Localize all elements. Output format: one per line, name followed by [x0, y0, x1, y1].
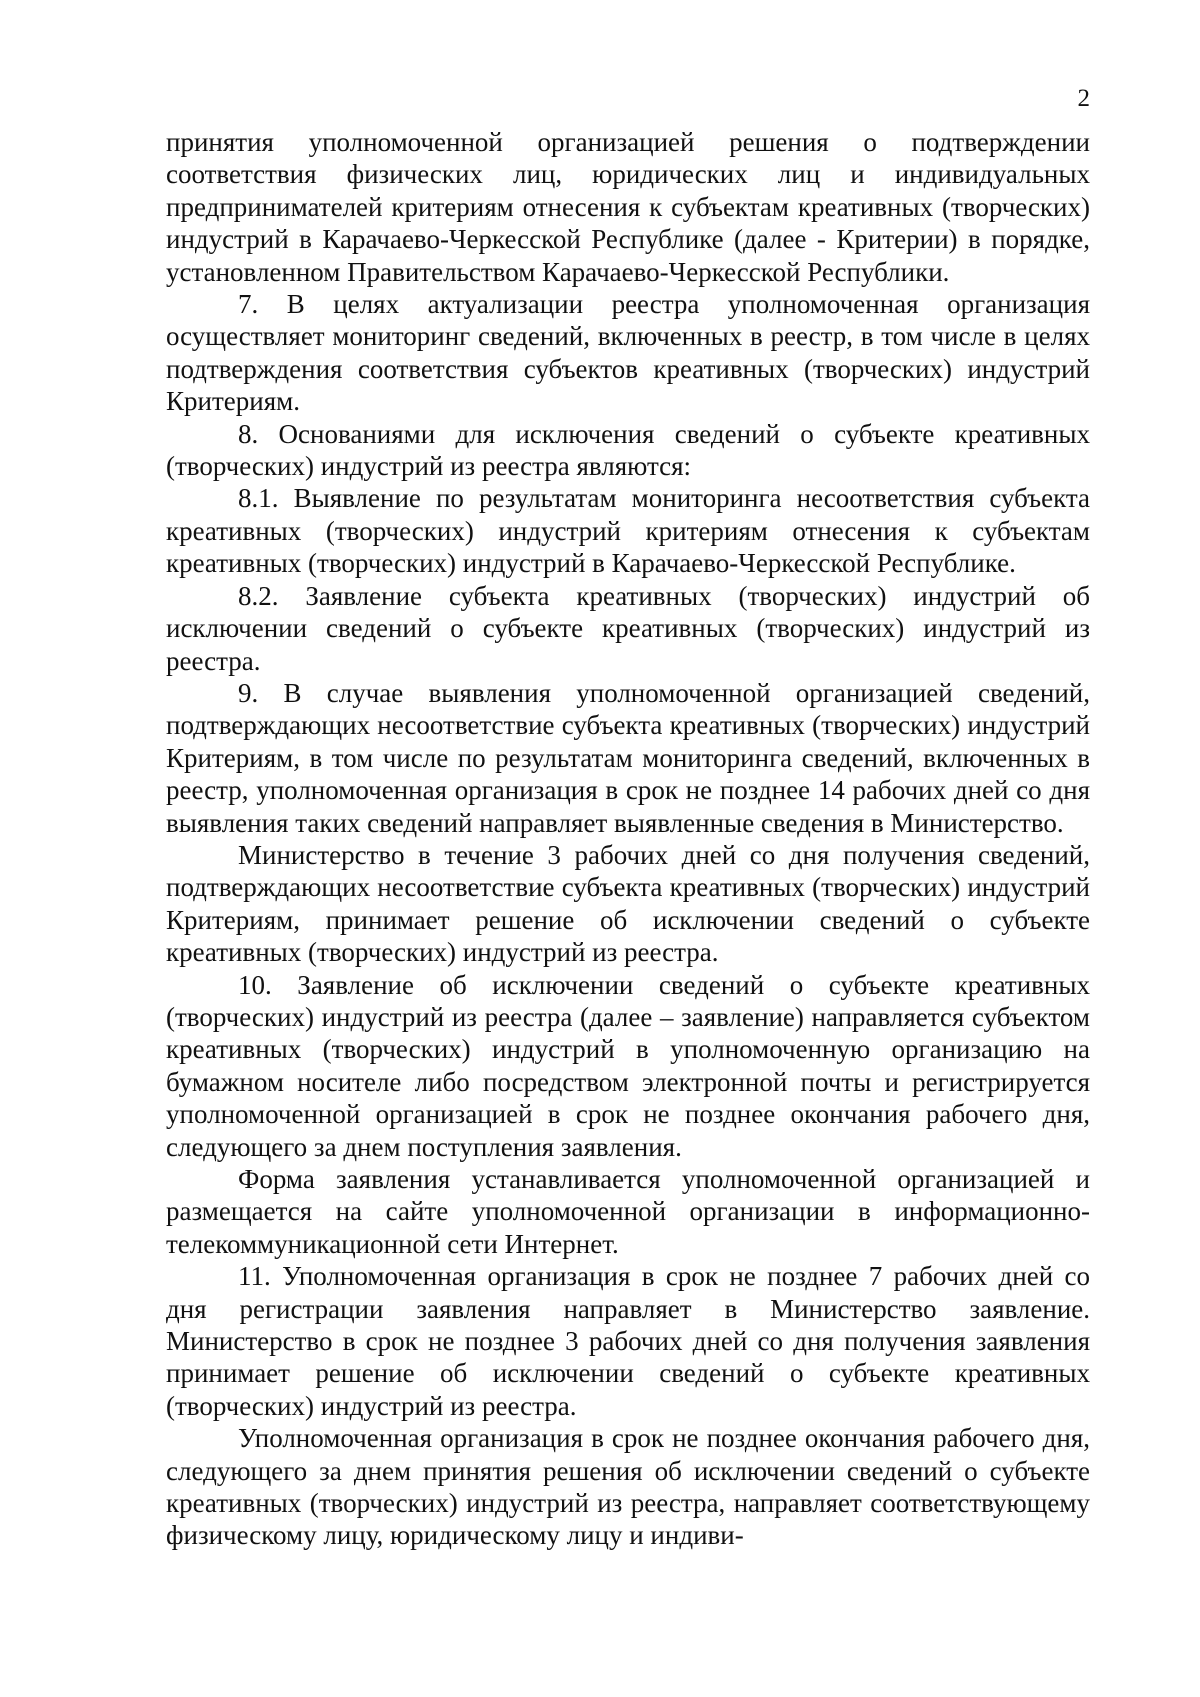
- paragraph-item-8-2: 8.2. Заявление субъекта креативных (творческих) индустрий об исключении сведений о субъекте креативных (творческих) индустрий из реестра.: [166, 580, 1090, 676]
- paragraph-application-form: Форма заявления устанавливается уполномоченной организацией и размещается на сайте уполномоченной организации в информационно-телекоммуникационной сети Интернет.: [166, 1164, 1090, 1259]
- paragraph-continuation: принятия уполномоченной организацией решения о подтверждении соответствия физических лиц, юридических лиц и индивидуальных предпринимателей критериям отнесения к субъектам креативных (творческих) индустрий в Карачаево-Черкесской Республике (далее - Критерии) в порядке, установленном Правительством Карачаево-Черкесской Республики.: [166, 127, 1090, 287]
- page-number: 2: [1077, 85, 1090, 112]
- paragraph-item-7: 7. В целях актуализации реестра уполномоченная организация осуществляет мониторинг сведений, включенных в реестр, в том числе в целях подтверждения соответствия субъектов креативных (творческих) индустрий Критериям.: [166, 289, 1090, 417]
- paragraph-item-9: 9. В случае выявления уполномоченной организацией сведений, подтверждающих несоответствие субъекта креативных (творческих) индустрий Критериям, в том числе по результатам мониторинга сведений, включенных в реестр, уполномоченная организация в срок не позднее 14 рабочих дней со дня выявления таких сведений направляет выявленные сведения в Министерство.: [166, 677, 1090, 838]
- paragraph-item-8-1: 8.1. Выявление по результатам мониторинга несоответствия субъекта креативных (творческих) индустрий критериям отнесения к субъектам креативных (творческих) индустрий в Карачаево-Черкесской Республике.: [166, 483, 1090, 579]
- paragraph-item-11: 11. Уполномоченная организация в срок не позднее 7 рабочих дней со дня регистрации заявления направляет в Министерство заявление. Министерство в срок не позднее 3 рабочих дней со дня получения заявления принимает решение об исключении сведений о субъекте креативных (творческих) индустрий из реестра.: [166, 1261, 1090, 1421]
- document-body: [166, 126, 1090, 1552]
- paragraph-notification: Уполномоченная организация в срок не позднее окончания рабочего дня, следующего за днем принятия решения об исключении сведений о субъекте креативных (творческих) индустрий из реестра, направляет соответствующему физическому лицу, юридическому лицу и индиви-: [166, 1423, 1090, 1551]
- paragraph-ministry-decision: Министерство в течение 3 рабочих дней со дня получения сведений, подтверждающих несоответствие субъекта креативных (творческих) индустрий Критериям, принимает решение об исключении сведений о субъекте креативных (творческих) индустрий из реестра.: [166, 839, 1090, 968]
- paragraph-item-8: 8. Основаниями для исключения сведений о субъекте креативных (творческих) индустрий из реестра являются:: [166, 418, 1090, 482]
- paragraph-item-10: 10. Заявление об исключении сведений о субъекте креативных (творческих) индустрий из реестра (далее – заявление) направляется субъектом креативных (творческих) индустрий в уполномоченную организацию на бумажном носителе либо посредством электронной почты и регистрируется уполномоченной организацией в срок не позднее окончания рабочего дня, следующего за днем поступления заявления.: [166, 969, 1090, 1162]
